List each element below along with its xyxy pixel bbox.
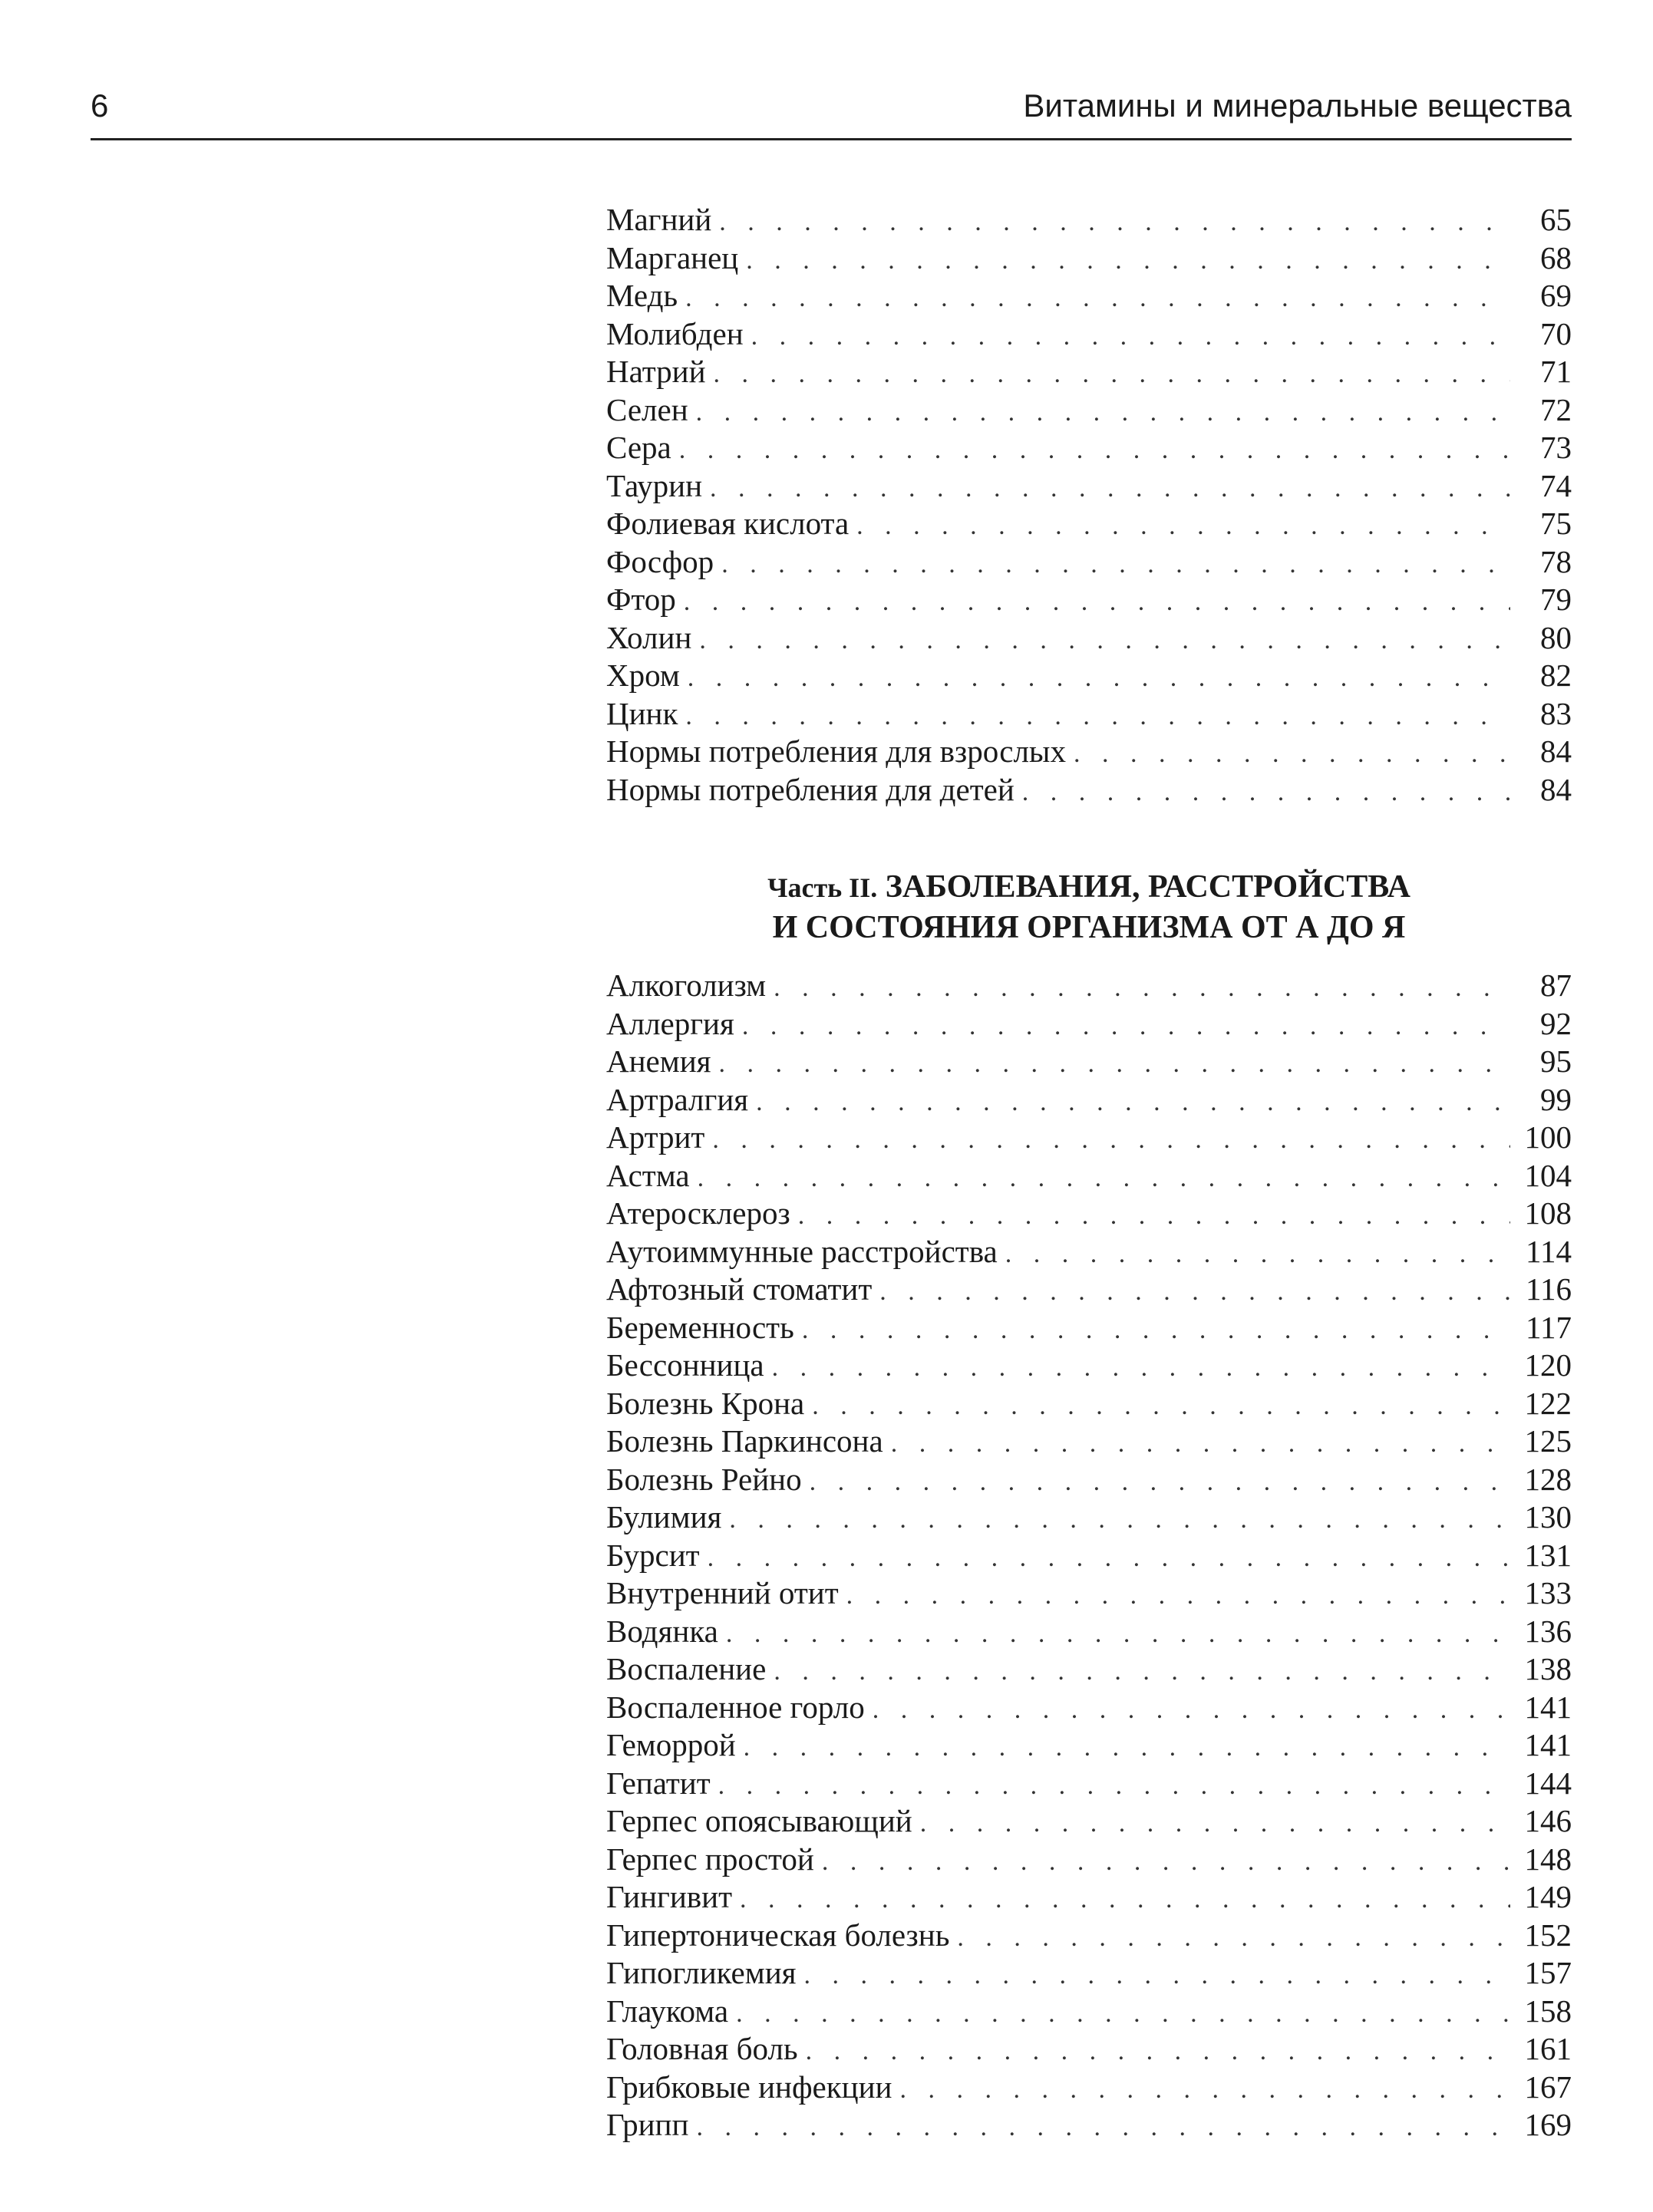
toc-entry[interactable] [606,1461,1572,1499]
toc-leader-dots [688,659,1510,697]
toc-entry-page: 80 [1540,619,1572,655]
toc-entry-title: Артрит [606,1119,705,1155]
toc-leader-dots [879,1273,1510,1311]
part2-heading-line1 [606,867,1572,908]
running-title: Витамины и минеральные вещества [1023,87,1572,124]
toc-entry-page: 108 [1524,1195,1572,1231]
toc-entry[interactable] [606,733,1572,771]
toc-entry-page: 149 [1524,1879,1572,1914]
toc-entry[interactable] [606,1841,1572,1879]
toc-entry-page: 104 [1524,1157,1572,1193]
toc-entry-page: 130 [1524,1499,1572,1535]
toc-entry-page: 74 [1540,467,1572,503]
toc-leader-dots [685,279,1510,318]
toc-leader-dots [756,1083,1510,1122]
toc-entry-title: Нормы потребления для детей [606,771,1015,807]
toc-entry-title: Афтозный стоматит [606,1271,873,1307]
toc-entry[interactable] [606,1119,1572,1157]
toc-entry-page: 148 [1524,1841,1572,1877]
toc-leader-dots [1074,735,1510,773]
toc-entry-page: 69 [1540,278,1572,313]
toc-leader-dots [822,1843,1510,1881]
toc-entry-page: 83 [1540,695,1572,731]
toc-leader-dots [891,1425,1510,1463]
toc-leader-dots [736,1995,1510,2033]
toc-entry-page: 169 [1524,2107,1572,2142]
toc-leader-dots [679,431,1510,470]
toc-entry-title: Болезнь Рейно [606,1461,802,1497]
toc-entry-title: Гепатит [606,1765,711,1801]
part2-heading-line2: И СОСТОЯНИЯ ОРГАНИЗМА ОТ А ДО Я [772,910,1406,945]
toc-leader-dots [810,1463,1510,1502]
toc-leader-dots [696,2108,1510,2147]
toc-entry[interactable] [606,1802,1572,1841]
toc-leader-dots [712,1121,1510,1159]
toc-entry-title: Аллергия [606,1005,734,1041]
toc-entry-page: 87 [1540,968,1572,1003]
toc-entry-title: Водянка [606,1613,718,1649]
toc-entry[interactable] [606,1613,1572,1651]
toc-entry[interactable] [606,1385,1572,1423]
toc-leader-dots [856,507,1510,546]
toc-leader-dots [804,1957,1510,1995]
toc-entry[interactable] [606,1689,1572,1727]
toc-entry[interactable] [606,391,1572,430]
toc-entry-page: 82 [1540,658,1572,693]
toc-entry-title: Марганец [606,239,739,275]
toc-leader-dots [772,1349,1510,1387]
toc-leader-dots [685,697,1510,736]
toc-entry-title: Болезнь Паркинсона [606,1423,883,1459]
toc-entry[interactable] [606,1347,1572,1385]
toc-entry[interactable] [606,239,1572,278]
page-number: 6 [91,87,109,124]
toc-entry-page: 84 [1540,733,1572,769]
toc-entry-title: Беременность [606,1309,794,1345]
toc-entry-title: Хром [606,658,680,693]
toc-leader-dots [740,1881,1510,1919]
toc-entry-page: 161 [1524,2031,1572,2066]
toc-entry-title: Гипертоническая болезнь [606,1917,950,1953]
toc-entry-title: Магний [606,202,712,237]
toc-entry[interactable] [606,1309,1572,1347]
toc-entry[interactable] [606,1498,1572,1537]
toc-entry-page: 138 [1524,1651,1572,1686]
toc-leader-dots [806,2032,1510,2071]
toc-entry[interactable] [606,2069,1572,2107]
toc-entry-title: Молибден [606,315,744,351]
toc-entry[interactable] [606,581,1572,619]
toc-leader-dots [699,621,1510,660]
toc-entry-title: Бессонница [606,1347,764,1383]
toc-entry-page: 131 [1524,1537,1572,1573]
toc-entry[interactable] [606,505,1572,543]
toc-entry-page: 157 [1524,1955,1572,1990]
toc-entry-title: Анемия [606,1043,711,1079]
toc-entry[interactable] [606,771,1572,809]
toc-entry[interactable] [606,695,1572,733]
toc-entry[interactable] [606,1422,1572,1461]
toc-entry-page: 125 [1524,1423,1572,1459]
toc-leader-dots [774,969,1510,1007]
toc-entry-title: Бурсит [606,1537,700,1573]
toc-entry-title: Головная боль [606,2031,798,2066]
toc-entry-title: Астма [606,1157,690,1193]
toc-entry-title: Таурин [606,467,703,503]
toc-entry[interactable] [606,277,1572,315]
part2-heading [606,867,1572,948]
toc-entry[interactable] [606,429,1572,467]
toc-entry-page: 79 [1540,582,1572,617]
toc-entry[interactable] [606,201,1572,239]
toc-entry-title: Атеросклероз [606,1195,790,1231]
toc-part1-continued [606,201,1572,809]
toc-entry-title: Грипп [606,2107,689,2142]
toc-entry-title: Натрий [606,354,706,389]
toc-entry-title: Внутренний отит [606,1575,839,1610]
toc-leader-dots [798,1197,1510,1235]
toc-entry[interactable] [606,1081,1572,1119]
toc-leader-dots [920,1805,1510,1843]
toc-entry-page: 68 [1540,239,1572,275]
toc-entry-page: 114 [1526,1233,1572,1269]
toc-entry-title: Фтор [606,582,676,617]
toc-leader-dots [900,2071,1510,2109]
toc-entry-title: Алкоголизм [606,968,767,1003]
toc-entry-page: 71 [1540,354,1572,389]
toc-part2 [606,967,1572,2144]
toc-leader-dots [802,1311,1510,1350]
toc-leader-dots [726,1615,1510,1653]
toc-entry-title: Воспаленное горло [606,1689,865,1725]
toc-entry-title: Геморрой [606,1727,736,1762]
toc-entry[interactable] [606,1195,1572,1233]
toc-entry-title: Фосфор [606,543,714,579]
toc-entry-title: Фолиевая кислота [606,506,850,541]
toc-entry-title: Воспаление [606,1651,767,1686]
toc-entry[interactable] [606,353,1572,391]
toc-leader-dots [742,1007,1510,1046]
toc-entry[interactable] [606,1043,1572,1081]
toc-entry[interactable] [606,619,1572,658]
toc-entry-page: 141 [1524,1689,1572,1725]
toc-entry[interactable] [606,1537,1572,1575]
toc-entry-page: 99 [1540,1081,1572,1117]
toc-entry-title: Герпес опоясывающий [606,1803,912,1838]
toc-leader-dots [744,1729,1510,1767]
toc-leader-dots [714,355,1510,394]
toc-entry-page: 146 [1524,1803,1572,1838]
toc-entry-page: 117 [1526,1309,1572,1345]
toc-leader-dots [710,470,1510,508]
toc-entry-page: 75 [1540,506,1572,541]
toc-entry-page: 78 [1540,543,1572,579]
toc-leader-dots [696,394,1510,432]
toc-leader-dots [751,318,1510,356]
toc-entry-page: 158 [1524,1993,1572,2029]
toc-leader-dots [708,1539,1510,1577]
toc-leader-dots [719,1045,1511,1083]
toc-entry[interactable] [606,1765,1572,1803]
toc-entry-title: Селен [606,391,688,427]
toc-entry[interactable] [606,1233,1572,1271]
toc-entry-page: 141 [1524,1727,1572,1762]
toc-entry-title: Глаукома [606,1993,729,2029]
toc-leader-dots [721,546,1510,584]
toc-leader-dots [774,1653,1510,1691]
toc-entry-page: 84 [1540,771,1572,807]
toc-leader-dots [846,1577,1510,1615]
toc-entry-page: 100 [1524,1119,1572,1155]
toc-entry-title: Цинк [606,695,678,731]
toc-entry-title: Гипогликемия [606,1955,797,1990]
toc-entry-title: Нормы потребления для взрослых [606,733,1066,769]
toc-entry-title: Герпес простой [606,1841,814,1877]
toc-entry-page: 152 [1524,1917,1572,1953]
toc-leader-dots [719,203,1510,242]
toc-entry-page: 122 [1524,1385,1572,1421]
toc-entry-page: 95 [1540,1043,1572,1079]
toc-entry[interactable] [606,1005,1572,1043]
toc-entry-title: Сера [606,430,671,465]
toc-entry-page: 120 [1524,1347,1572,1383]
toc-entry[interactable] [606,967,1572,1005]
part2-label: Часть II. [767,872,878,903]
toc-entry[interactable] [606,1574,1572,1613]
toc-entry-page: 116 [1526,1271,1572,1307]
toc-leader-dots [729,1501,1510,1539]
toc-entry[interactable] [606,467,1572,506]
toc-entry-title: Булимия [606,1499,722,1535]
toc-entry[interactable] [606,1993,1572,2031]
toc-leader-dots [1005,1235,1510,1274]
toc-leader-dots [746,242,1510,280]
toc-leader-dots [718,1767,1510,1805]
toc-entry-page: 128 [1524,1461,1572,1497]
toc-entry[interactable] [606,1917,1572,1955]
toc-leader-dots [698,1159,1510,1198]
toc-entry-page: 70 [1540,315,1572,351]
toc-entry-page: 133 [1524,1575,1572,1610]
part2-heading-text1: ЗАБОЛЕВАНИЯ, РАССТРОЙСТВА [885,869,1410,905]
toc-entry-title: Грибковые инфекции [606,2069,892,2105]
toc-entry-page: 136 [1524,1613,1572,1649]
toc-entry[interactable] [606,2106,1572,2144]
toc-entry-page: 73 [1540,430,1572,465]
toc-entry-title: Аутоиммунные расстройства [606,1233,998,1269]
toc-entry-page: 72 [1540,391,1572,427]
toc-entry-title: Болезнь Крона [606,1385,805,1421]
toc-entry-title: Медь [606,278,678,313]
toc-leader-dots [873,1691,1510,1729]
toc-leader-dots [957,1919,1510,1957]
toc-entry[interactable] [606,1878,1572,1917]
toc-entry-page: 144 [1524,1765,1572,1801]
toc-entry[interactable] [606,1650,1572,1689]
toc-leader-dots [812,1387,1510,1426]
toc-entry[interactable] [606,1157,1572,1195]
toc-entry-title: Холин [606,619,692,655]
toc-entry[interactable] [606,657,1572,695]
toc-entry-page: 167 [1524,2069,1572,2105]
toc-entry[interactable] [606,1954,1572,1993]
toc-entry-title: Артралгия [606,1081,749,1117]
toc-entry[interactable] [606,315,1572,354]
toc-entry-page: 92 [1540,1005,1572,1041]
toc-entry[interactable] [606,1726,1572,1765]
toc-entry-title: Гингивит [606,1879,732,1914]
toc-entry[interactable] [606,2030,1572,2069]
toc-leader-dots [684,583,1510,621]
toc-leader-dots [1022,773,1510,812]
toc-entry[interactable] [606,1271,1572,1309]
toc-entry-page: 65 [1540,202,1572,237]
page-header [91,84,1572,140]
toc-entry[interactable] [606,543,1572,582]
